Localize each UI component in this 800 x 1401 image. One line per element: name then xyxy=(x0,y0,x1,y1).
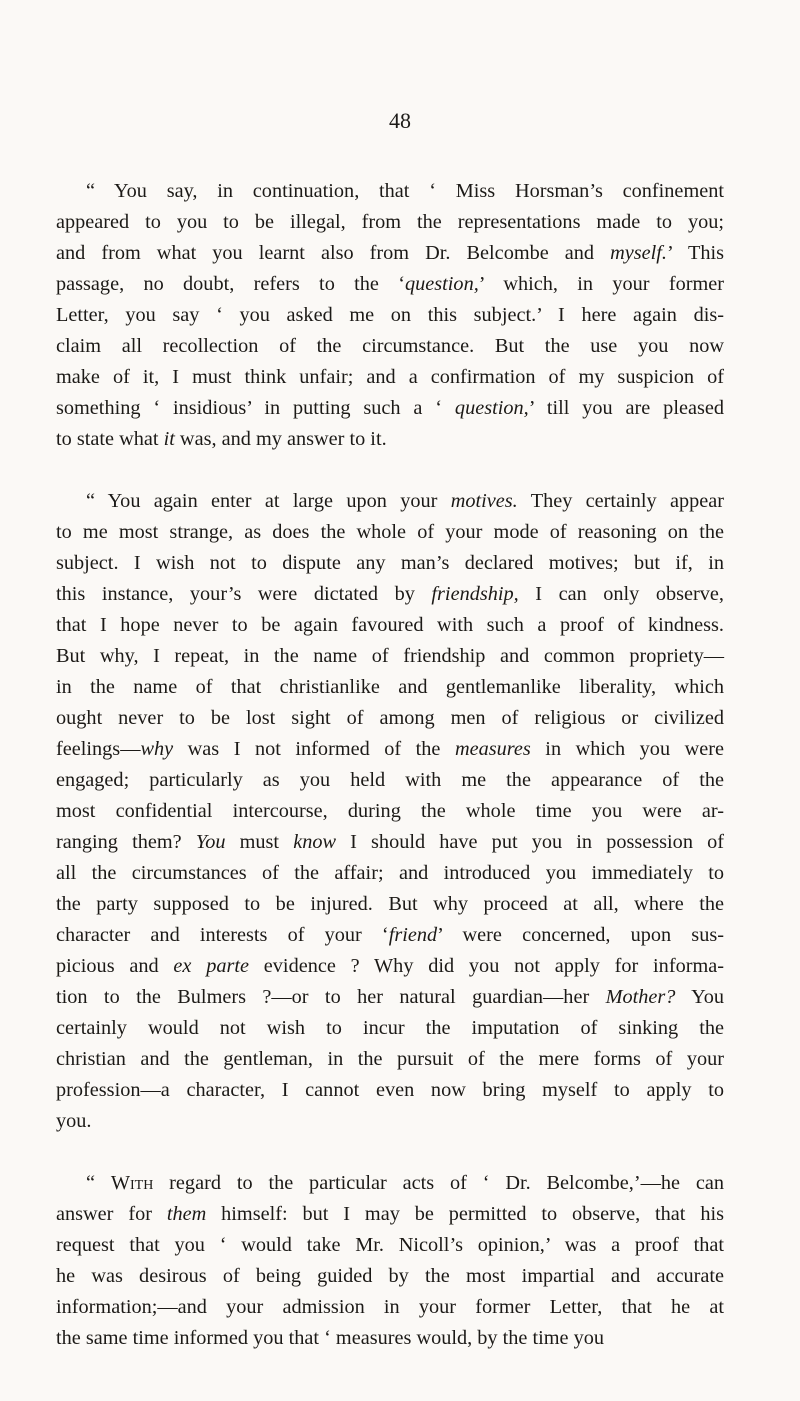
paragraph xyxy=(56,176,724,455)
text-line xyxy=(56,703,724,734)
text-run: You xyxy=(675,986,724,1008)
text-run: “ xyxy=(86,1172,111,1194)
text-run: to state what xyxy=(56,428,164,450)
italic-text: friend xyxy=(388,924,438,946)
text-run: christian and the gentleman, in the pursuit of the mere forms of your xyxy=(56,1048,724,1070)
text-run: certainly would not wish to incur the imputation of sinking the xyxy=(56,1017,724,1039)
text-line xyxy=(56,1261,724,1292)
text-run: passage, no doubt, refers to the ‘ xyxy=(56,273,405,295)
text-run: regard to the particular acts of ‘ Dr. Belcombe,’—he can xyxy=(153,1172,724,1194)
text-run: to me most strange, as does the whole of your mode of reasoning on the xyxy=(56,521,724,543)
text-run: himself: but I may be permitted to observe, that his xyxy=(206,1203,724,1225)
italic-text: Mother? xyxy=(605,986,676,1008)
italic-text: question, xyxy=(454,397,529,419)
italic-text: You xyxy=(195,831,226,853)
body-text xyxy=(56,176,724,1354)
text-run: the same time informed you that ‘ measures would, by the time you xyxy=(56,1327,605,1349)
text-run: With xyxy=(110,1172,154,1194)
text-line xyxy=(56,331,724,362)
text-run: subject. I wish not to dispute any man’s declared motives; but if, in xyxy=(56,552,724,574)
text-run: request that you ‘ would take Mr. Nicoll’s opinion,’ was a proof that xyxy=(56,1234,724,1256)
text-run: most confidential intercourse, during the whole time you were ar- xyxy=(56,800,724,822)
text-run: ’ which, in your former xyxy=(478,273,725,295)
text-run: I should have put you in possession of xyxy=(336,831,724,853)
text-run: he was desirous of being guided by the most impartial and accurate xyxy=(56,1265,724,1287)
italic-text: ex parte xyxy=(173,955,250,977)
italic-text: them xyxy=(166,1203,207,1225)
text-line xyxy=(56,362,724,393)
text-run: answer for xyxy=(56,1203,167,1225)
text-run: this instance, your’s were dictated by xyxy=(56,583,432,605)
text-line xyxy=(56,827,724,858)
text-run: profession—a character, I cannot even now bring myself to apply to xyxy=(56,1079,724,1101)
text-line xyxy=(56,920,724,951)
italic-text: motives. xyxy=(450,490,518,512)
text-line xyxy=(56,207,724,238)
text-run: information;—and your admission in your former Letter, that he at xyxy=(56,1296,724,1318)
page-number: 48 xyxy=(389,108,411,133)
text-line xyxy=(56,765,724,796)
text-line xyxy=(56,858,724,889)
text-line xyxy=(56,734,724,765)
italic-text: myself. xyxy=(610,242,668,264)
text-run: was I not informed of the xyxy=(173,738,455,760)
text-run: feelings— xyxy=(56,738,141,760)
text-run: the party supposed to be injured. But why proceed at all, where the xyxy=(56,893,724,915)
text-run: “ You again enter at large upon your xyxy=(86,490,451,512)
text-run: all the circumstances of the affair; and introduced you immediately to xyxy=(56,862,724,884)
text-line xyxy=(56,238,724,269)
text-run: picious and xyxy=(56,955,174,977)
text-run: tion to the Bulmers ?—or to her natural guardian—her xyxy=(56,986,606,1008)
text-run: something ‘ insidious’ in putting such a ‘ xyxy=(56,397,455,419)
text-line xyxy=(56,641,724,672)
text-run: They certainly appear xyxy=(517,490,724,512)
text-run: evidence ? Why did you not apply for informa- xyxy=(249,955,725,977)
text-line xyxy=(56,796,724,827)
text-line xyxy=(56,393,724,424)
text-line xyxy=(56,672,724,703)
text-run: ought never to be lost sight of among men of religious or civilized xyxy=(56,707,724,729)
paragraph-gap xyxy=(56,455,724,486)
text-line xyxy=(56,889,724,920)
text-run: ’ This xyxy=(667,242,724,264)
text-run: character and interests of your ‘ xyxy=(56,924,389,946)
text-run: in which you were xyxy=(530,738,724,760)
text-line xyxy=(56,1168,724,1199)
text-run: in the name of that christianlike and gentlemanlike liberality, which xyxy=(56,676,724,698)
text-line xyxy=(56,517,724,548)
text-line xyxy=(56,610,724,641)
italic-text: it xyxy=(163,428,175,450)
text-run: appeared to you to be illegal, from the representations made to you; xyxy=(56,211,724,233)
text-line xyxy=(56,1230,724,1261)
text-line xyxy=(56,269,724,300)
italic-text: why xyxy=(140,738,174,760)
text-run: you. xyxy=(56,1110,92,1132)
text-line xyxy=(56,1013,724,1044)
text-run: was, and my answer to it. xyxy=(174,428,387,450)
text-line xyxy=(56,1044,724,1075)
text-run: must xyxy=(225,831,294,853)
text-run: “ You say, in continuation, that ‘ Miss Horsman’s confinement xyxy=(86,180,724,202)
italic-text: question, xyxy=(404,273,479,295)
text-line xyxy=(56,951,724,982)
text-line xyxy=(56,300,724,331)
text-run: ’ till you are pleased xyxy=(528,397,724,419)
paragraph xyxy=(56,1168,724,1354)
text-run: ranging them? xyxy=(56,831,196,853)
text-run: make of it, I must think unfair; and a confirmation of my suspicion of xyxy=(56,366,724,388)
text-run: ’ were concerned, upon sus- xyxy=(437,924,724,946)
text-line xyxy=(56,548,724,579)
text-line xyxy=(56,1292,724,1323)
text-run: engaged; particularly as you held with me the appearance of the xyxy=(56,769,724,791)
text-line xyxy=(56,424,724,455)
text-line xyxy=(56,486,724,517)
text-run: Letter, you say ‘ you asked me on this subject.’ I here again dis- xyxy=(56,304,724,326)
italic-text: know xyxy=(293,831,337,853)
text-line xyxy=(56,982,724,1013)
text-line xyxy=(56,579,724,610)
italic-text: measures xyxy=(454,738,531,760)
text-line xyxy=(56,1075,724,1106)
text-line xyxy=(56,1199,724,1230)
paragraph xyxy=(56,486,724,1137)
text-run: and from what you learnt also from Dr. Belcombe and xyxy=(56,242,611,264)
italic-text: friendship, xyxy=(431,583,519,605)
text-run: But why, I repeat, in the name of friendship and common propriety— xyxy=(56,645,724,667)
text-run: I can only observe, xyxy=(518,583,724,605)
paragraph-gap xyxy=(56,1137,724,1168)
text-line xyxy=(56,176,724,207)
text-line xyxy=(56,1106,724,1137)
text-line xyxy=(56,1323,724,1354)
text-run: that I hope never to be again favoured with such a proof of kindness. xyxy=(56,614,724,636)
text-run: claim all recollection of the circumstance. But the use you now xyxy=(56,335,724,357)
